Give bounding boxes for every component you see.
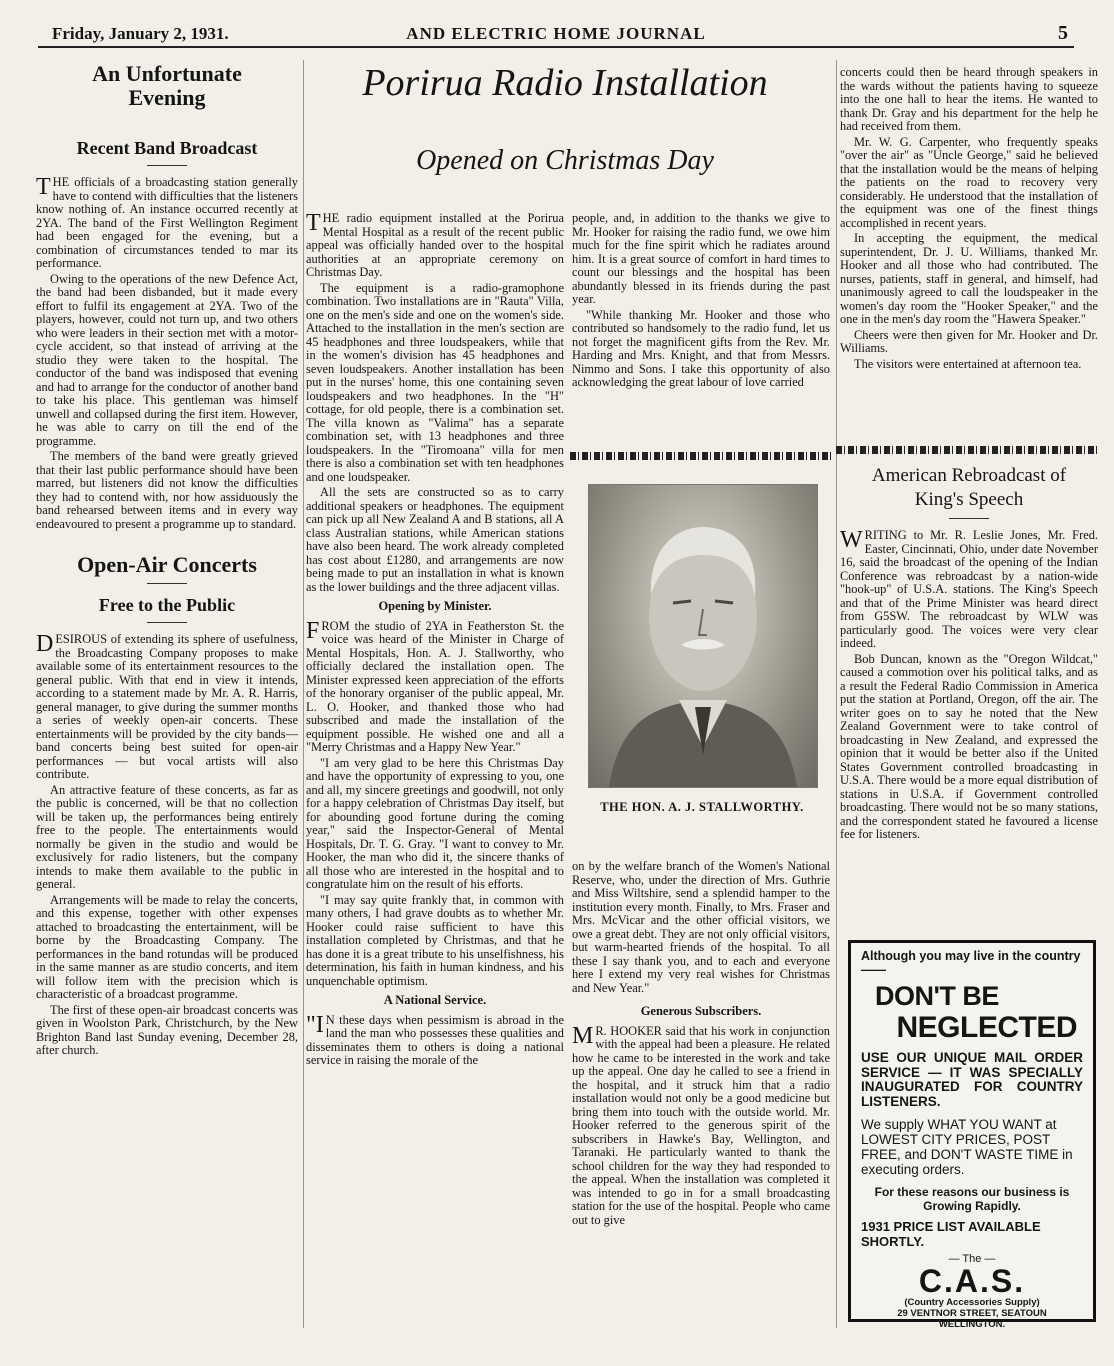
journal-title: AND ELECTRIC HOME JOURNAL (406, 24, 706, 43)
paragraph: In accepting the equipment, the medical superintendent, Dr. J. U. Williams, thanked Mr. Hooker and all those who had contributed. The nurses, patients, staff in general, and himself, had unanimously agreed to call the loudspeaker in the women's day room the "Hooker Speaker," and the one in the men's day room the "Hawera Speaker." (840, 231, 1098, 326)
paragraph: "IN these days when pessimism is abroad in the land the man who possesses these qualities and disseminates them to others is doing a national service in raising the morale of the (306, 1011, 564, 1067)
divider (147, 622, 187, 623)
main-headline-block (300, 60, 830, 178)
portrait-figure (589, 485, 817, 787)
paragraph: Cheers were then given for Mr. Hooker and Dr. Williams. (840, 327, 1098, 355)
photo-caption: THE HON. A. J. STALLWORTHY. (600, 800, 804, 814)
paragraph: The members of the band were greatly grieved that their last public performance should have been marred, but listeners did not know the difficulties they had to contend with, nor how assiduously the band rehearsed between items and in every way endeavoured to present a programme up to standard. (36, 449, 298, 531)
paragraph: THE officials of a broadcasting station generally have to contend with difficulties that the listeners know nothing of. An instance occurred recently at 2YA. The band of the First Wellington Regiment had been engaged for the evening, but a combination of circumstances tended to mar its performance. (36, 174, 298, 270)
column-right-top (840, 66, 1098, 373)
paragraph: THE radio equipment installed at the Porirua Mental Hospital as a result of the recent public appeal was officially handed over to the hospital authorities at an appropriate ceremony on Christmas Day. (306, 210, 564, 279)
column-rule (303, 60, 304, 1328)
column-left (36, 62, 298, 1060)
ad-neglected: NEGLECTED (896, 1011, 1077, 1044)
headline-american-line2: King's Speech (914, 489, 1024, 510)
ad-price-list: 1931 PRICE LIST AVAILABLE SHORTLY. (861, 1219, 1041, 1249)
subheadline-christmas: Opened on Christmas Day (416, 145, 714, 176)
subheadline-band: Recent Band Broadcast (76, 138, 258, 158)
paragraph: "While thanking Mr. Hooker and those who contributed so handsomely to the radio fund, let us not forget the magnificent gifts from the Rev. Mr. Harding and Mrs. Knight, and that from Messrs. Nimmo and Sons. I take this opportunity of also acknowledging the great labour of love carried (572, 307, 830, 389)
subhead-generous: Generous Subscribers. (640, 1004, 762, 1018)
column-rule (836, 60, 837, 1328)
paragraph: The first of these open-air broadcast concerts was given in Woolston Park, Christchurch, by the New Brighton Band last Sunday evening, December 28, after church. (36, 1002, 298, 1057)
ad-brand-logo: C.A.S. (918, 1263, 1026, 1299)
paragraph: DESIROUS of extending its sphere of usefulness, the Broadcasting Company proposes to make available some of its entertainment resources to the general public. With that end in view it intends, according to a statement made by Mr. A. R. Harris, general manager, to give during the summer months a series of weekly open-air concerts. These entertainments will be provided by the city bands—band concerts being best suited for open-air performances — but vocal artists will also contribute. (36, 631, 298, 781)
paragraph: Owing to the operations of the new Defence Act, the band had been disbanded, but it made every effort to fulfil its engagement at 2YA. Two of the players, however, could not turn up, and two others who were leaders in their section met with a motor-cycle accident, so that instead of arriving at the studio they were taken to the hospital. The conductor of the band was indisposed that evening and had to arrange for the conductor of another band to take his place. This gentleman was himself unwell and collapsed during the first item. However, he was able to carry on till the end of the programme. (36, 271, 298, 448)
ad-address-line2: WELLINGTON. (938, 1319, 1006, 1330)
ad-dont-be: DON'T BE (875, 981, 999, 1011)
divider (147, 165, 187, 166)
ad-brand-full: (Country Accessories Supply) (904, 1297, 1040, 1308)
paragraph: concerts could then be heard through speakers in the wards without the patients having to squeeze into the one hall to hear the items. He wanted to thank Dr. Gray and his department for the help he had received from them. (840, 65, 1098, 133)
subheadline-free: Free to the Public (98, 595, 236, 615)
headline-american-line1: American Rebroadcast of (871, 465, 1067, 486)
ornamental-rule (570, 452, 834, 460)
paragraph: WRITING to Mr. R. Leslie Jones, Mr. Fred. Easter, Cincinnati, Ohio, under date November 16, said the broadcast of the opening of the Indian Conference was rebroadcast by a nation-wide "hook-up" of U.S.A. stations. The King's Speech and that of the Prime Minister was heard direct from G5SW. The rebroadcast by WLW was particularly good. The voices were very clear indeed. (840, 527, 1098, 650)
paragraph: The equipment is a radio-gramophone combination. Two installations are in "Rauta" Villa, one on the men's side and one on the women's side. Attached to the installation in the men's section are 45 headphones and three loudspeakers, while that in the women's division has 45 headphones and seven loudspeakers. Another installation has been put in the nurses' home, this one containing seven loudspeakers and two headphones. In the "H" cottage, for old people, there is a combination set. The villa known as "Valima" has a separate combination set, with 13 headphones and three loudspeakers. In the "Tiromoana" villa for men there is also a combination set with ten headphones and one loudspeaker. (306, 280, 564, 484)
paragraph: An attractive feature of these concerts, as far as the public is concerned, will be that no collection will be taken up, the performances being entirely free to the people. The entertainments would normally be given in the studio and would be exclusively for radio listeners, but the company intends to make them available to the public in general. (36, 782, 298, 891)
headline-unfortunate-line1: An Unfortunate (92, 61, 242, 86)
page-number: 5 (1058, 22, 1068, 44)
ornamental-rule (836, 446, 1100, 454)
issue-date: Friday, January 2, 1931. (52, 24, 229, 43)
subhead-opening: Opening by Minister. (378, 599, 492, 613)
headline-porirua: Porirua Radio Installation (362, 62, 768, 104)
portrait-photo (588, 484, 818, 788)
divider (949, 518, 989, 519)
ad-intro: Although you may live in the country—— (861, 949, 1081, 977)
paragraph: MR. HOOKER said that his work in conjunction with the appeal had been a pleasure. He related how he came to be interested in the work and take up the appeal. One day he called to see a friend in the hospital, and it struck him that a radio installation would not only be a good medicine but bring them into touch with the outside world. Mr. Hooker referred to the generous spirit of the subscribers in Hawke's Bay, Wellington, and Taranaki. He particularly wanted to thank the school children for the way they had responded to the appeal. When the installation was completed it was intended to go in for a small broadcasting station for the use of the hospital. People who came out to give (572, 1022, 830, 1227)
paragraph: "I am very glad to be here this Christmas Day and have the opportunity of expressing to you, one and all, my sincere greetings and goodwill, not only for a happy celebration of Christmas Day itself, but for abounding good fortune during the coming year," said the Inspector-General of Mental Hospitals, Dr. T. G. Gray. "I want to convey to Mr. Hooker, the man who did it, the sincere thanks of all those who are interested in the hospital and to congratulate him on the result of his efforts. (306, 755, 564, 891)
column-porirua-2-top (572, 212, 830, 392)
divider (147, 583, 187, 584)
subhead-national: A National Service. (383, 993, 487, 1007)
paragraph: Mr. W. G. Carpenter, who frequently speaks "over the air" as "Uncle George," said he believed that the installation would be the means of helping the patients on the road to recovery very considerably. He understood that the installation of the equipment was one of the finest things accomplished in recent years. (840, 134, 1098, 230)
ad-the: — The — (948, 1253, 996, 1265)
paragraph: All the sets are constructed so as to carry additional speakers or headphones. The equipment can pick up all New Zealand A and B stations, all A class Australian stations, while American stations have also been heard. The work already completed has cost about £1280, and arrangements are now being made to put an installation in what is known as the lower buildings and the three adjacent villas. (306, 485, 564, 594)
ad-address-line1: 29 VENTNOR STREET, SEATOUN (897, 1308, 1047, 1319)
masthead (38, 22, 1074, 48)
paragraph: Arrangements will be made to relay the concerts, and this expense, together with other expenses attached to broadcasting the entertainment, will be borne by the Broadcasting Company. The performances in the band rotundas will be produced in the same manner as are studio concerts, and item will follow item with the precision which is characteristic of a broadcast programme. (36, 892, 298, 1001)
ad-mail-order: USE OUR UNIQUE MAIL ORDER SERVICE — IT WAS SPECIALLY INAUGURATED FOR COUNTRY LISTENERS. (861, 1050, 1083, 1109)
paragraph: The visitors were entertained at afternoon tea. (854, 356, 1082, 371)
advertisement-cas (848, 940, 1096, 1330)
headline-open-air: Open-Air Concerts (77, 552, 257, 577)
paragraph: "I may say quite frankly that, in common with many others, I had grave doubts as to whether Mr. Hooker could raise sufficient to have this installation completed by Christmas, and that he has done it is a great tribute to his unselfishness, his determination, his faith in human kindness, and his unquenchable optimism. (306, 892, 564, 988)
column-right-american (840, 464, 1098, 844)
column-porirua-1 (306, 212, 564, 1070)
ad-supply: We supply WHAT YOU WANT at LOWEST CITY PRICES, POST FREE, and DON'T WASTE TIME in executing orders. (861, 1117, 1073, 1177)
column-porirua-2-bottom (572, 860, 830, 1229)
paragraph: on by the welfare branch of the Women's National Reserve, who, under the direction of Mrs. Guthrie and Miss Wiltshire, send a splendid hamper to the institution every month. Finally, to Mrs. Fraser and Mrs. McVicar and the other official visitors, we owe a great debt. They are not only official visitors, but warm-hearted friends of the hospital. To all these I say thank you, and to each and everyone here I extend my very real wishes for Christmas and New Year." (572, 859, 830, 995)
paragraph: people, and, in addition to the thanks we give to Mr. Hooker for raising the radio fund, we owe him much for the fine spirit which he radiates around him. It is a great source of comfort in hard times to count our blessings and the hospital has been abundantly blessed in its friends during the past year. (572, 211, 830, 306)
headline-unfortunate-line2: Evening (128, 85, 206, 110)
paragraph: FROM the studio of 2YA in Featherston St. the voice was heard of the Minister in Charge of Mental Hospitals, Hon. A. J. Stallworthy, who officially declared the installation open. The Minister expressed keen appreciation of the efforts of the honorary organiser of the public appeal, Mr. L. O. Hooker, and thanked those who had subscribed and made the installation of the equipment possible. He wished one and all a "Merry Christmas and a Happy New Year." (306, 617, 564, 754)
ad-reasons: For these reasons our business is Growing Rapidly. (874, 1185, 1070, 1213)
paragraph: Bob Duncan, known as the "Oregon Wildcat," caused a commotion over his political talks, and as a result the Federal Radio Commission in America put the station at Portland, Oregon, off the air. The writer goes on to say he noted that the New Zealand Government were to take control of broadcasting in New Zealand, and expressed the opinion that it would be better also if the United States Government controlled broadcasting in U.S.A. There would be a more equal distribution of stations in U.S.A. if Government controlled broadcasting. There would not be so many stations, and the correspondent stated he favoured a license fee for listeners. (840, 651, 1098, 841)
